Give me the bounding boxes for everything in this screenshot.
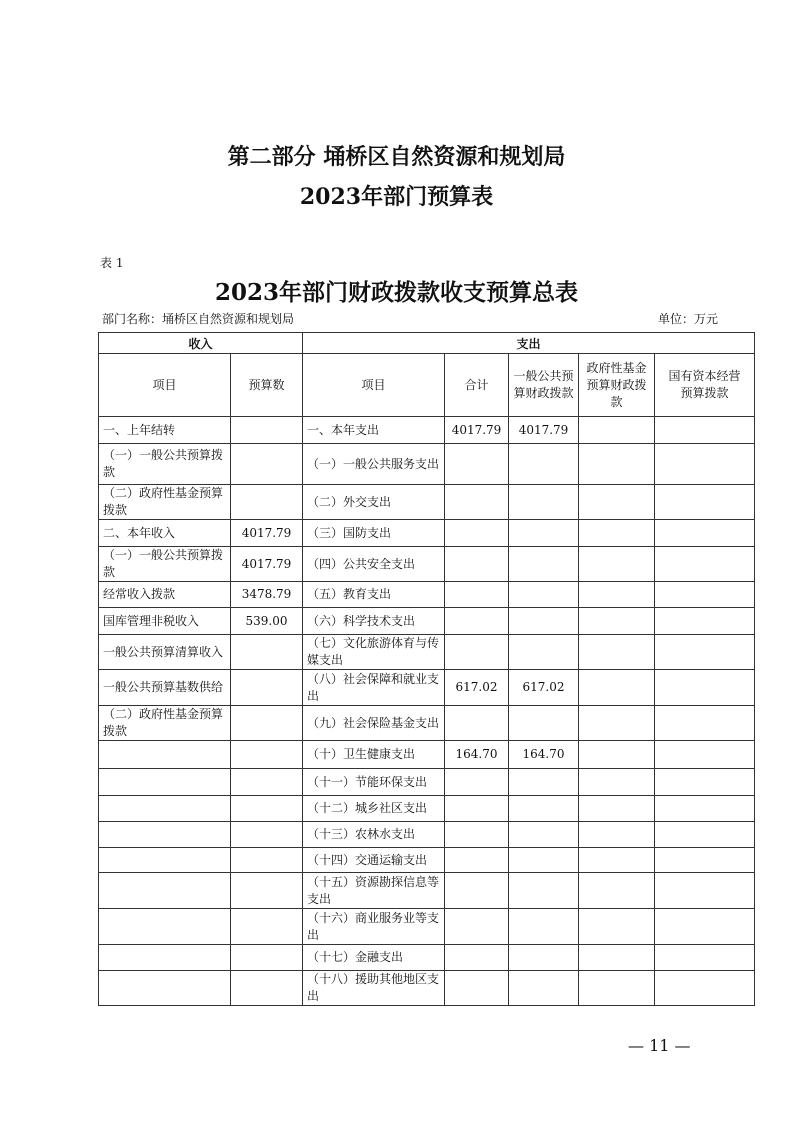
table-row [99, 822, 755, 848]
income-header: 收入 [99, 333, 303, 354]
table-cell [509, 796, 579, 822]
table-cell [231, 741, 303, 769]
table-cell: 国库管理非税收入 [99, 608, 231, 635]
table-cell [655, 485, 755, 520]
table-cell [99, 796, 231, 822]
table-cell [579, 547, 655, 582]
table-cell [231, 796, 303, 822]
table-cell [579, 520, 655, 547]
table-cell [509, 444, 579, 485]
table-cell: （二）政府性基金预算拨款 [99, 485, 231, 520]
table-cell: （二）外交支出 [303, 485, 445, 520]
table-cell [445, 769, 509, 796]
table-cell [445, 971, 509, 1006]
table-cell [579, 945, 655, 971]
table-row [99, 971, 755, 1006]
table-row [99, 547, 755, 582]
table-cell [509, 635, 579, 670]
table-cell [655, 706, 755, 741]
table-cell [509, 873, 579, 909]
table-cell [655, 608, 755, 635]
table-cell [231, 848, 303, 873]
table-cell [655, 769, 755, 796]
table-cell [445, 706, 509, 741]
table-row [99, 848, 755, 873]
table-cell [579, 417, 655, 444]
table-cell [231, 945, 303, 971]
table-cell [231, 670, 303, 706]
table-row [99, 520, 755, 547]
col-total: 合计 [445, 354, 509, 417]
table-cell: （一）一般公共预算拨款 [99, 547, 231, 582]
table-cell: （四）公共安全支出 [303, 547, 445, 582]
table-row [99, 485, 755, 520]
table-row [99, 796, 755, 822]
table-cell [509, 769, 579, 796]
table-row [99, 608, 755, 635]
table-cell: （十二）城乡社区支出 [303, 796, 445, 822]
table-cell [579, 796, 655, 822]
table-cell [99, 848, 231, 873]
table-cell [509, 582, 579, 608]
table-cell: 617.02 [445, 670, 509, 706]
table-cell: 4017.79 [445, 417, 509, 444]
table-cell: 3478.79 [231, 582, 303, 608]
table-cell [579, 909, 655, 945]
table-cell [99, 909, 231, 945]
table-cell: （一）一般公共服务支出 [303, 444, 445, 485]
table-cell: （十七）金融支出 [303, 945, 445, 971]
table-cell [445, 582, 509, 608]
table-cell: （十三）农林水支出 [303, 822, 445, 848]
table-cell [445, 909, 509, 945]
table-row [99, 945, 755, 971]
table-row [99, 444, 755, 485]
table-cell [655, 417, 755, 444]
table-cell [509, 520, 579, 547]
table-row [99, 582, 755, 608]
table-cell [99, 873, 231, 909]
table-cell [231, 909, 303, 945]
table-cell [99, 971, 231, 1006]
table-cell [509, 945, 579, 971]
table-cell [99, 822, 231, 848]
table-cell: 一、本年支出 [303, 417, 445, 444]
department-name: 部门名称：埇桥区自然资源和规划局 [102, 312, 295, 326]
table-cell: （五）教育支出 [303, 582, 445, 608]
table-cell [445, 848, 509, 873]
table-cell [445, 635, 509, 670]
table-cell: （十四）交通运输支出 [303, 848, 445, 873]
table-cell: （十一）节能环保支出 [303, 769, 445, 796]
table-cell: 4017.79 [509, 417, 579, 444]
table-cell [231, 444, 303, 485]
table-cell [579, 670, 655, 706]
table-cell [509, 706, 579, 741]
table-title: 2023年部门财政拨款收支预算总表 [214, 279, 578, 306]
table-row [99, 670, 755, 706]
table-cell [445, 520, 509, 547]
table-cell [509, 608, 579, 635]
table-row [99, 635, 755, 670]
table-cell: 二、本年收入 [99, 520, 231, 547]
table-cell [231, 485, 303, 520]
table-cell [579, 706, 655, 741]
table-cell [509, 909, 579, 945]
table-cell [509, 848, 579, 873]
table-cell [655, 873, 755, 909]
table-cell [655, 822, 755, 848]
table-cell [99, 741, 231, 769]
table-cell: （九）社会保险基金支出 [303, 706, 445, 741]
table-cell [445, 485, 509, 520]
page-number: — 11 — [628, 1036, 691, 1055]
table-cell [445, 547, 509, 582]
table-cell: 164.70 [509, 741, 579, 769]
table-cell [509, 822, 579, 848]
table-cell [579, 848, 655, 873]
table-cell [231, 635, 303, 670]
table-cell [231, 417, 303, 444]
part-subtitle: 2023年部门预算表 [299, 184, 494, 210]
table-cell: （一）一般公共预算拨款 [99, 444, 231, 485]
table-cell: 一般公共预算基数供给 [99, 670, 231, 706]
table-row [99, 873, 755, 909]
table-cell [445, 873, 509, 909]
table-cell: 经常收入拨款 [99, 582, 231, 608]
table-cell [579, 971, 655, 1006]
table-cell [655, 582, 755, 608]
table-cell [231, 971, 303, 1006]
table-cell [579, 635, 655, 670]
table-number: 表 1 [100, 256, 124, 270]
table-cell [655, 848, 755, 873]
table-row [99, 909, 755, 945]
table-cell [99, 769, 231, 796]
table-cell: （十六）商业服务业等支出 [303, 909, 445, 945]
table-cell [509, 547, 579, 582]
expense-header: 支出 [303, 333, 755, 354]
table-cell: 一般公共预算清算收入 [99, 635, 231, 670]
table-cell: （八）社会保障和就业支出 [303, 670, 445, 706]
table-row [99, 706, 755, 741]
table-cell [445, 822, 509, 848]
col-item: 项目 [99, 354, 231, 417]
table-cell [655, 796, 755, 822]
table-cell [445, 608, 509, 635]
table-cell [99, 945, 231, 971]
table-cell: 164.70 [445, 741, 509, 769]
table-cell: （二）政府性基金预算拨款 [99, 706, 231, 741]
table-cell [655, 670, 755, 706]
table-cell: （十五）资源勘探信息等支出 [303, 873, 445, 909]
table-cell [445, 945, 509, 971]
table-cell [579, 769, 655, 796]
table-cell [579, 444, 655, 485]
table-cell [655, 520, 755, 547]
table-cell [445, 444, 509, 485]
table-cell [579, 741, 655, 769]
table-cell [655, 945, 755, 971]
table-cell [655, 909, 755, 945]
table-cell [579, 582, 655, 608]
table-row [99, 417, 755, 444]
col-exp-item: 项目 [303, 354, 445, 417]
table-cell [231, 822, 303, 848]
table-cell [445, 796, 509, 822]
table-cell [579, 608, 655, 635]
unit-label: 单位：万元 [658, 312, 719, 326]
col-general: 一般公共预算财政拨款 [509, 354, 579, 417]
table-cell: （六）科学技术支出 [303, 608, 445, 635]
table-cell [579, 873, 655, 909]
table-row [99, 769, 755, 796]
table-cell: 539.00 [231, 608, 303, 635]
table-cell [655, 635, 755, 670]
col-budget: 预算数 [231, 354, 303, 417]
table-cell [579, 822, 655, 848]
table-cell: 617.02 [509, 670, 579, 706]
table-cell [231, 769, 303, 796]
table-row [99, 741, 755, 769]
table-cell: （十）卫生健康支出 [303, 741, 445, 769]
budget-table [98, 332, 755, 1006]
col-state: 国有资本经营预算拨款 [655, 354, 755, 417]
col-fund: 政府性基金预算财政拨款 [579, 354, 655, 417]
table-cell: （七）文化旅游体育与传媒支出 [303, 635, 445, 670]
table-cell [655, 547, 755, 582]
table-cell [655, 971, 755, 1006]
table-cell: （十八）援助其他地区支出 [303, 971, 445, 1006]
table-cell [509, 485, 579, 520]
table-cell [655, 741, 755, 769]
part-title: 第二部分 埇桥区自然资源和规划局 [227, 144, 566, 170]
table-cell: 4017.79 [231, 547, 303, 582]
table-cell [509, 971, 579, 1006]
table-cell [655, 444, 755, 485]
table-cell [231, 706, 303, 741]
table-cell [579, 485, 655, 520]
table-cell: （三）国防支出 [303, 520, 445, 547]
table-cell: 4017.79 [231, 520, 303, 547]
table-cell: 一、上年结转 [99, 417, 231, 444]
table-cell [231, 873, 303, 909]
